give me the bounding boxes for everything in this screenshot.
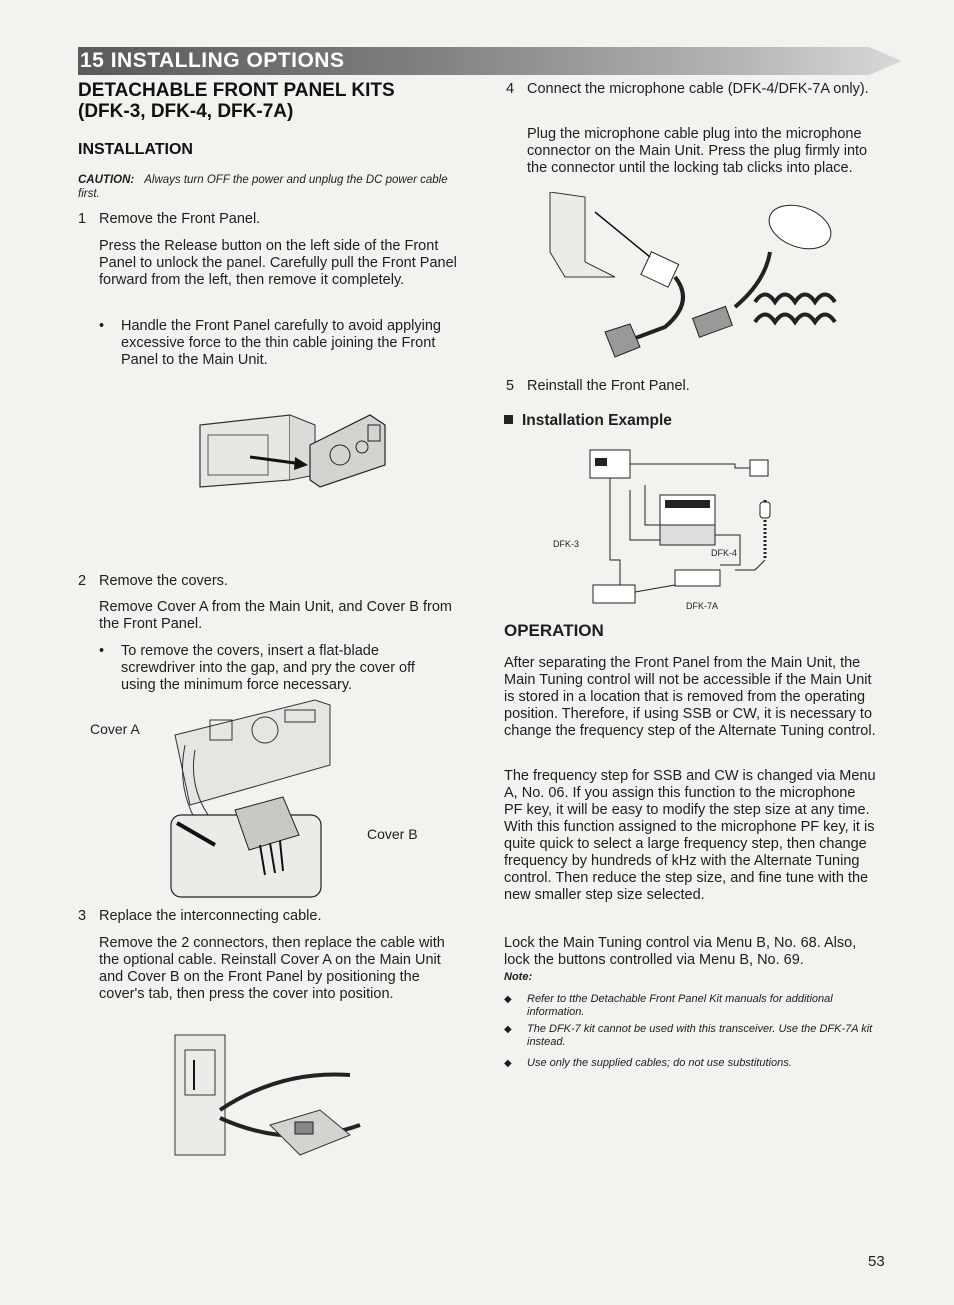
step-3-title <box>78 908 459 925</box>
operation-paragraph-1: After separating the Front Panel from the Main Unit, the Main Tuning control will not be accessible if the Main Unit is stored in a location that is removed from the operating position. Therefore, if using SSB or CW, it is necessary to change the frequency step of the Alternate Tuning control. <box>504 655 876 739</box>
microphone-connection-figure <box>545 192 845 372</box>
note-item: ◆ Refer to tthe Detachable Front Panel Kit manuals for additional information. <box>527 993 889 1019</box>
dfk3-label: DFK-3 <box>553 539 580 549</box>
step-1-title <box>78 211 459 228</box>
step-number: 3 <box>78 908 87 924</box>
step-2-body: Remove Cover A from the Main Unit, and Cover B from the Front Panel. <box>99 599 452 632</box>
step-title-text: Remove the Front Panel. <box>99 211 261 227</box>
step-number: 2 <box>78 573 87 589</box>
chapter-banner: 15 INSTALLING OPTIONS <box>80 49 345 72</box>
installation-heading: INSTALLATION <box>78 141 193 158</box>
step-title-text: Reinstall the Front Panel. <box>527 378 690 394</box>
dfk7a-label: DFK-7A <box>686 601 719 611</box>
operation-paragraph-3: Lock the Main Tuning control via Menu B, No. 68. Also, lock the buttons controlled via Menu B, No. 69. <box>504 935 857 968</box>
cover-b-label: Cover B <box>367 826 418 842</box>
dfk4-label: DFK-4 <box>711 548 738 558</box>
note-heading: Note: <box>504 971 533 983</box>
operation-paragraph-2: The frequency step for SSB and CW is changed via Menu A, No. 06. If you assign this function to the microphone PF key, it will be easy to modify the step size at any time. With this function assigned to the microphone PF key, it is quite quick to select a large frequency step, then change frequency by hundreds of kHz with the Alternate Tuning control. Then reduce the step size, and fine tune with the new smaller step size selected. <box>504 768 876 903</box>
step-2-bullet: • To remove the covers, insert a flat-blade screwdriver into the gap, and pry the cover off using the minimum force necessary. <box>121 643 451 694</box>
installation-example-diagram <box>575 440 785 610</box>
note-item: ◆ The DFK-7 kit cannot be used with this transceiver. Use the DFK-7A kit instead. <box>527 1023 889 1049</box>
installation-example-heading: Installation Example <box>504 412 672 430</box>
step-4-body: Plug the microphone cable plug into the microphone connector on the Main Unit. Press the plug firmly into the connector until the locking tab clicks into place. <box>527 126 868 176</box>
step-title-text: Replace the interconnecting cable. <box>99 908 322 924</box>
section-title-line2: (DFK-3, DFK-4, DFK-7A) <box>78 101 294 122</box>
step-2-title <box>78 573 459 590</box>
cover-a-label: Cover A <box>90 721 140 737</box>
step-title-text: Remove the covers. <box>99 573 228 589</box>
section-title <box>78 80 418 122</box>
step-number: 4 <box>506 81 515 97</box>
front-panel-removal-figure <box>140 395 400 495</box>
cable-replacement-figure <box>160 1030 380 1170</box>
caution-note <box>78 173 463 201</box>
step-1-body: Press the Release button on the left side of the Front Panel to unlock the panel. Carefully pull the Front Panel forward from the left, then remove it completely. <box>99 238 457 288</box>
section-title-line1: DETACHABLE FRONT PANEL KITS <box>78 80 395 101</box>
step-number: 5 <box>506 378 515 394</box>
operation-heading: OPERATION <box>504 621 604 640</box>
step-1-bullet: • Handle the Front Panel carefully to avoid applying excessive force to the thin cable joining the Front Panel to the Main Unit. <box>121 318 451 369</box>
note-item: ◆ Use only the supplied cables; do not use substitutions. <box>527 1057 889 1070</box>
step-4-title <box>506 81 887 98</box>
step-5-title <box>506 378 887 395</box>
caution-label: CAUTION: <box>78 174 135 186</box>
step-title-text: Connect the microphone cable (DFK-4/DFK-7A only). <box>527 81 869 97</box>
cover-removal-figure <box>165 695 435 900</box>
page-number: 53 <box>868 1253 885 1270</box>
caution-text: Always turn OFF the power and unplug the DC power cable first. <box>78 174 448 200</box>
step-3-body: Remove the 2 connectors, then replace the cable with the optional cable. Reinstall Cover A on the Main Unit and Cover B on the Front Panel by positioning the cover's tab, then press the cover into position. <box>99 935 445 1002</box>
step-number: 1 <box>78 211 87 227</box>
